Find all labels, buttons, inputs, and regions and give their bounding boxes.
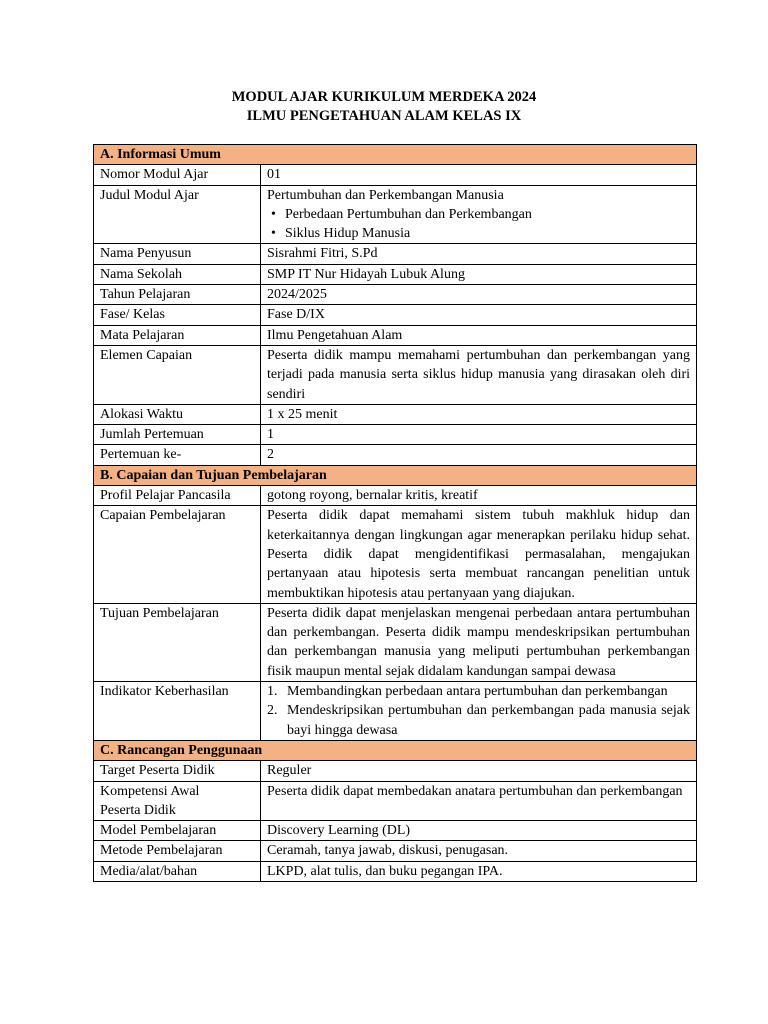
section-title: B. Capaian dan Tujuan Pembelajaran: [94, 465, 697, 485]
row-value: SMP IT Nur Hidayah Lubuk Alung: [261, 264, 697, 284]
list-item: [267, 682, 690, 701]
table-row: [94, 861, 697, 881]
module-title-main: Pertumbuhan dan Perkembangan Manusia: [267, 187, 504, 203]
module-title-bullets: [267, 205, 690, 244]
section-header-b: [94, 465, 697, 485]
section-header-c: [94, 740, 697, 760]
table-row: [94, 603, 697, 681]
row-label-line: Peserta Didik: [100, 802, 176, 818]
table-row: [94, 506, 697, 603]
list-item: • Siklus Hidup Manusia: [267, 224, 690, 243]
row-value: Peserta didik mampu memahami pertumbuhan dan perkembangan yang terjadi pada manusia serta siklus hidup manusia yang dirasakan oleh diri sendiri: [261, 345, 697, 404]
row-value: Sisrahmi Fitri, S.Pd: [261, 244, 697, 264]
section-title: C. Rancangan Penggunaan: [94, 740, 697, 760]
row-label: Media/alat/bahan: [94, 861, 261, 881]
list-number: 1.: [267, 684, 278, 700]
list-number: 2.: [267, 703, 278, 719]
row-label: Tahun Pelajaran: [94, 285, 261, 305]
table-row: [94, 404, 697, 424]
row-value: Fase D/IX: [261, 305, 697, 325]
table-row: [94, 445, 697, 465]
row-value: Reguler: [261, 761, 697, 781]
list-item: • Perbedaan Pertumbuhan dan Perkembangan: [267, 205, 690, 224]
row-value: Peserta didik dapat menjelaskan mengenai perbedaan antara pertumbuhan dan perkembangan. Peserta didik mampu mendeskripsikan pertumbuhan dan perkembangan manusia yang meliputi pertumbuhan perkembangan fisik maupun mental sejak didalam kandungan sampai dewasa: [261, 603, 697, 681]
table-row: [94, 345, 697, 404]
document-subtitle: ILMU PENGETAHUAN ALAM KELAS IX: [246, 108, 522, 124]
table-row: [94, 325, 697, 345]
table-row: [94, 821, 697, 841]
table-row: [94, 185, 697, 244]
row-label: Nama Sekolah: [94, 264, 261, 284]
section-title: A. Informasi Umum: [94, 145, 697, 165]
table-row: [94, 264, 697, 284]
row-value: Ceramah, tanya jawab, diskusi, penugasan.: [261, 841, 697, 861]
row-value: 1 x 25 menit: [261, 404, 697, 424]
section-header-a: [94, 145, 697, 165]
indicator-list: [267, 682, 690, 740]
row-label: Indikator Keberhasilan: [94, 682, 261, 741]
row-value: [261, 185, 697, 244]
row-value: LKPD, alat tulis, dan buku pegangan IPA.: [261, 861, 697, 881]
row-value: Discovery Learning (DL): [261, 821, 697, 841]
table-row: [94, 244, 697, 264]
table-row: [94, 165, 697, 185]
table-row: [94, 761, 697, 781]
list-item: [267, 701, 690, 740]
row-label: Jumlah Pertemuan: [94, 425, 261, 445]
row-label: Nama Penyusun: [94, 244, 261, 264]
row-label: Target Peserta Didik: [94, 761, 261, 781]
row-value: [261, 682, 697, 741]
row-value: Peserta didik dapat memahami sistem tubuh makhluk hidup dan keterkaitannya dengan lingkungan agar menerapkan perilaku hidup sehat. Peserta didik dapat mengidentifikasi permasalahan, mengajukan pertanyaan atau hipotesis serta membuat rancangan penelitian untuk membuktikan hipotesis atau pertanyaan yang diajukan.: [261, 506, 697, 603]
row-value: Peserta didik dapat membedakan anatara pertumbuhan dan perkembangan: [261, 781, 697, 821]
row-label: Pertemuan ke-: [94, 445, 261, 465]
row-label: Capaian Pembelajaran: [94, 506, 261, 603]
row-label-line: Kompetensi Awal: [100, 783, 200, 799]
table-row: [94, 486, 697, 506]
module-table: [93, 144, 697, 882]
table-row: [94, 305, 697, 325]
row-value: Ilmu Pengetahuan Alam: [261, 325, 697, 345]
row-label: [94, 781, 261, 821]
row-value: 2: [261, 445, 697, 465]
table-row: [94, 781, 697, 821]
row-value: 01: [261, 165, 697, 185]
document-title: MODUL AJAR KURIKULUM MERDEKA 2024: [231, 89, 537, 105]
row-label: Fase/ Kelas: [94, 305, 261, 325]
row-label: Judul Modul Ajar: [94, 185, 261, 244]
row-label: Nomor Modul Ajar: [94, 165, 261, 185]
row-label: Alokasi Waktu: [94, 404, 261, 424]
row-value: gotong royong, bernalar kritis, kreatif: [261, 486, 697, 506]
table-row: [94, 285, 697, 305]
table-row: [94, 841, 697, 861]
row-label: Profil Pelajar Pancasila: [94, 486, 261, 506]
row-value: 1: [261, 425, 697, 445]
list-text: Membandingkan perbedaan antara pertumbuhan dan perkembangan: [287, 684, 668, 700]
row-label: Elemen Capaian: [94, 345, 261, 404]
row-label: Mata Pelajaran: [94, 325, 261, 345]
row-label: Model Pembelajaran: [94, 821, 261, 841]
row-label: Metode Pembelajaran: [94, 841, 261, 861]
table-row: [94, 682, 697, 741]
list-text: Mendeskripsikan pertumbuhan dan perkembangan pada manusia sejak bayi hingga dewasa: [287, 703, 691, 738]
row-label: Tujuan Pembelajaran: [94, 603, 261, 681]
table-row: [94, 425, 697, 445]
row-value: 2024/2025: [261, 285, 697, 305]
